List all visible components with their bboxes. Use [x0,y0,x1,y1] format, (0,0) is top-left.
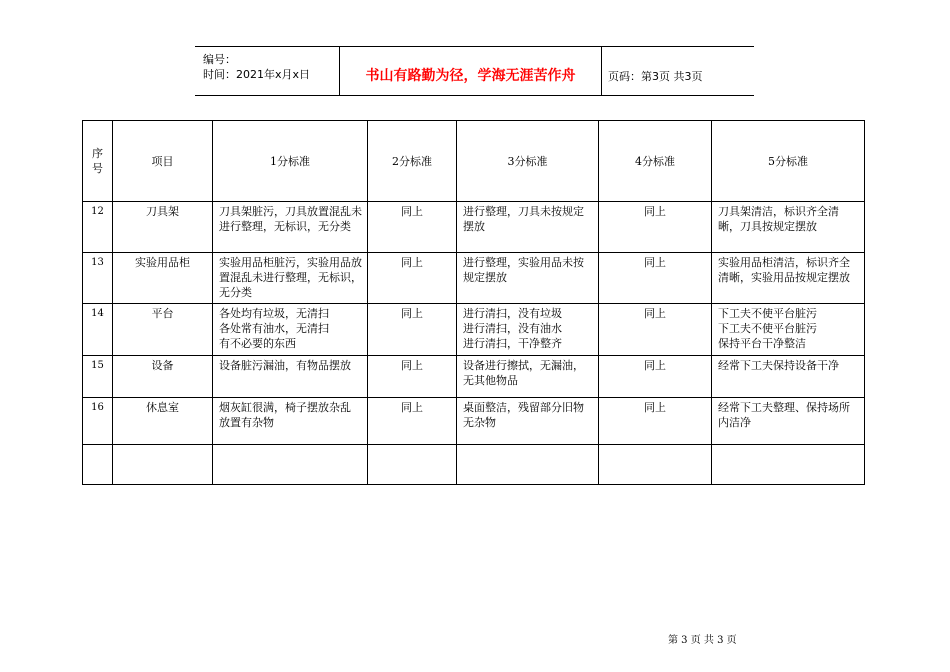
cell-item: 设备 [113,356,213,398]
cell-s5: 经常下工夫保持设备干净 [712,356,865,398]
cell-s2: 同上 [368,398,457,445]
cell-empty [213,445,368,485]
cell-line: 各处均有垃圾，无清扫 [219,307,329,320]
cell-s3: 进行整理，刀具未按规定摆放 [457,202,599,253]
cell-empty [113,445,213,485]
standards-table [82,120,865,485]
header-divider [601,47,602,95]
cell-line: 下工夫不使平台脏污 [718,307,817,320]
cell-s1: 设备脏污漏油，有物品摆放 [213,356,368,398]
cell-s4: 同上 [599,398,712,445]
table-row [83,356,865,398]
cell-s5: 经常下工夫整理、保持场所内洁净 [712,398,865,445]
cell-no: 12 [83,202,113,253]
cell-s3: 设备进行擦拭，无漏油，无其他物品 [457,356,599,398]
cell-no: 16 [83,398,113,445]
cell-item: 平台 [113,304,213,356]
cell-empty [83,445,113,485]
column-header-s4: 4分标准 [599,121,712,202]
cell-s2: 同上 [368,202,457,253]
cell-line: 保持平台干净整洁 [718,337,806,350]
cell-item: 实验用品柜 [113,253,213,304]
page-header [195,46,754,96]
cell-s4: 同上 [599,356,712,398]
cell-s4: 同上 [599,304,712,356]
cell-s1 [213,304,368,356]
cell-no: 15 [83,356,113,398]
column-header-s5: 5分标准 [712,121,865,202]
cell-s5 [712,304,865,356]
table-row [83,304,865,356]
table-header-row [83,121,865,202]
cell-s1 [213,398,368,445]
cell-line: 进行清扫，干净整齐 [463,337,562,350]
table-row [83,202,865,253]
header-time-label: 时间：2021年x月x日 [203,68,311,81]
cell-empty [457,445,599,485]
cell-s1: 实验用品柜脏污，实验用品放置混乱未进行整理，无标识，无分类 [213,253,368,304]
column-header-s2: 2分标准 [368,121,457,202]
cell-item: 休息室 [113,398,213,445]
cell-s5: 实验用品柜清洁，标识齐全清晰，实验用品按规定摆放 [712,253,865,304]
cell-s3: 进行整理，实验用品未按规定摆放 [457,253,599,304]
cell-line: 放置有杂物 [219,416,274,429]
cell-line: 进行清扫，没有垃圾 [463,307,562,320]
cell-line: 烟灰缸很满，椅子摆放杂乱 [219,401,351,414]
cell-line: 各处常有油水，无清扫 [219,322,329,335]
cell-s3 [457,398,599,445]
table-row-empty [83,445,865,485]
column-header-s1: 1分标准 [213,121,368,202]
header-page-code: 页码：第3页 共3页 [608,70,703,83]
cell-empty [712,445,865,485]
cell-item: 刀具架 [113,202,213,253]
cell-s2: 同上 [368,253,457,304]
table-row [83,398,865,445]
cell-s2: 同上 [368,304,457,356]
header-motto: 书山有路勤为径，学海无涯苦作舟 [365,68,576,84]
cell-s5: 刀具架清洁，标识齐全清晰，刀具按规定摆放 [712,202,865,253]
header-code-label: 编号： [203,53,236,66]
cell-s4: 同上 [599,253,712,304]
column-header-s3: 3分标准 [457,121,599,202]
cell-line: 桌面整洁，残留部分旧物 [463,401,584,414]
cell-no: 14 [83,304,113,356]
cell-s3 [457,304,599,356]
cell-empty [599,445,712,485]
cell-s1: 刀具架脏污，刀具放置混乱未进行整理，无标识，无分类 [213,202,368,253]
cell-s2: 同上 [368,356,457,398]
cell-line: 进行清扫，没有油水 [463,322,562,335]
column-header-no: 序号 [83,121,113,202]
cell-s4: 同上 [599,202,712,253]
cell-line: 无杂物 [463,416,496,429]
cell-line: 有不必要的东西 [219,337,296,350]
cell-empty [368,445,457,485]
page-footer: 第 3 页 共 3 页 [668,635,737,646]
cell-line: 下工夫不使平台脏污 [718,322,817,335]
column-header-item: 项目 [113,121,213,202]
cell-no: 13 [83,253,113,304]
table-row [83,253,865,304]
